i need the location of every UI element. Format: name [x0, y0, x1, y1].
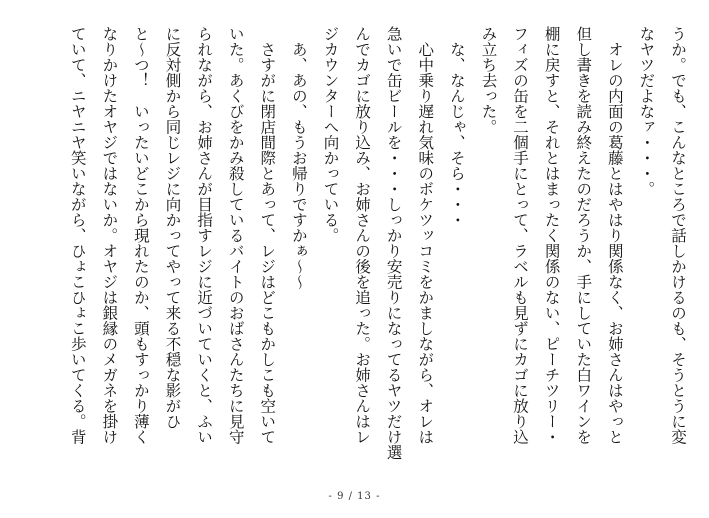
text-line: 心中乗り遅れ気味のボケツッコミをかましながら、オレは — [416, 26, 435, 445]
text-line: られながら、お姉さんが目指すレジに近づいていくと、ふい — [195, 26, 214, 445]
text-line: ていて、ニヤニヤ笑いながら、ひょこひょこ歩いてくる。背 — [68, 26, 87, 445]
text-line: なりかけたオヤジではないか。オヤジは銀縁のメガネを掛け — [100, 26, 119, 445]
text-line: なヤツだよなァ・・・。 — [637, 26, 656, 197]
text-line: フィズの缶を二個手にとって、ラベルも見ずにカゴに放り込 — [511, 26, 530, 445]
text-line: 棚に戻すと、それとはまったく関係のない、ピーチツリー・ — [542, 26, 561, 445]
text-line: み立ち去った。 — [479, 26, 498, 135]
text-line: さすがに閉店間際とあって、レジはどこもかしこも空いて — [258, 26, 277, 445]
text-line: あ、あの、もうお帰りですかぁ～～ — [289, 26, 308, 290]
page-number-footer: - 9 / 13 - — [328, 491, 381, 502]
text-line: ジカウンターへ向かっている。 — [321, 26, 340, 243]
text-line: 但し書きを読み終えたのだろうか、手にしていた白ワインを — [574, 26, 593, 445]
text-line: 急いで缶ビールを・・・しっかり安売りになってるヤツだけ選 — [384, 26, 403, 460]
vertical-text-body — [61, 26, 693, 474]
text-line: な、なんじゃ、そら・・・ — [447, 26, 466, 228]
text-line: と～つ！ いったいどこから現れたのか、頭もすっかり薄く — [131, 26, 150, 445]
text-line: に反対側から同じレジに向かってやって来る不穏な影がひ — [163, 26, 182, 429]
text-line: いた。あくびをかみ殺しているバイトのおばさんたちに見守 — [226, 26, 245, 445]
text-line: オレの内面の葛藤とはやはり関係なく、お姉さんはやっと — [605, 26, 624, 445]
text-line: うか。でも、こんなところで話しかけるのも、そうとうに変 — [669, 26, 687, 445]
text-line: んでカゴに放り込み、お姉さんの後を追った。お姉さんはレ — [353, 26, 372, 445]
